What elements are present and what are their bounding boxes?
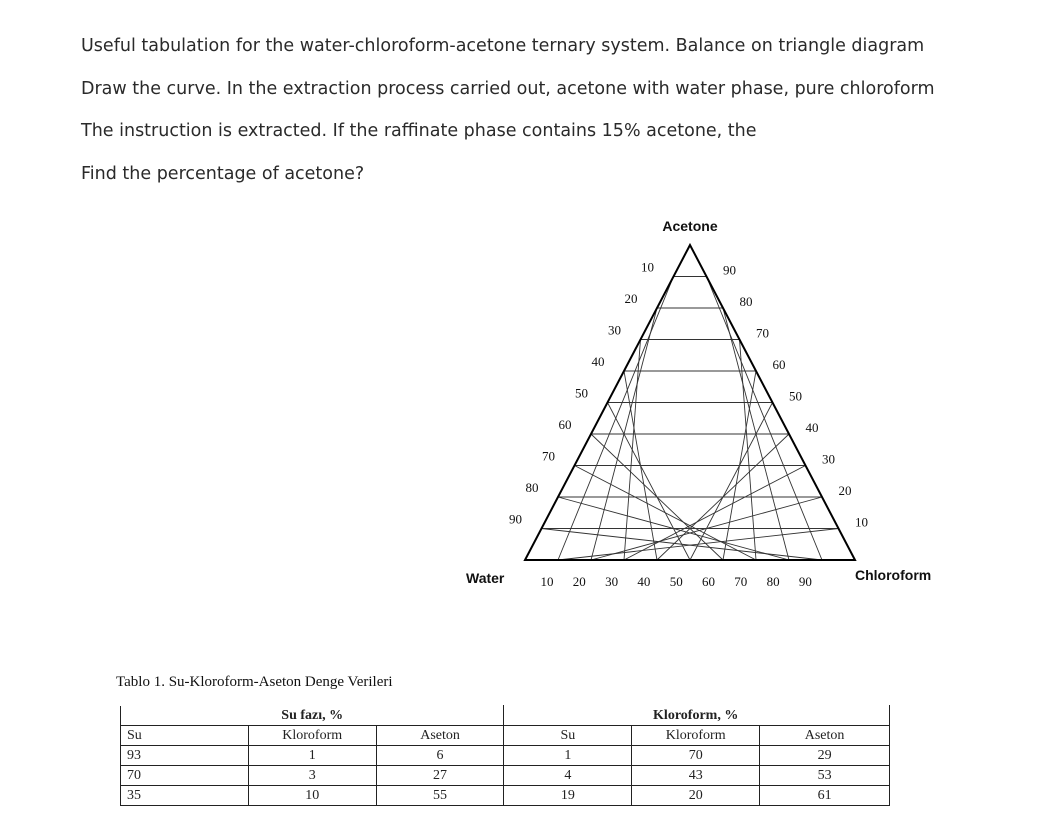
- left-tick-label: 80: [525, 480, 539, 495]
- table-cell: 93: [121, 746, 249, 766]
- group-water-phase: Su fazı, %: [248, 706, 376, 726]
- header-chl-su: Su: [504, 726, 632, 746]
- bottom-tick-label: 90: [798, 574, 812, 589]
- right-tick-label: 10: [855, 514, 868, 530]
- vertex-label-chloroform: Chloroform: [855, 567, 932, 583]
- vertex-label-water: Water: [466, 570, 505, 586]
- question-line-2: Draw the curve. In the extraction process carried out, acetone with water phase, pure chloroform: [81, 79, 935, 99]
- table-cell: 1: [504, 746, 632, 766]
- left-tick-label: 40: [591, 354, 605, 369]
- right-tick-label: 20: [838, 483, 852, 498]
- vertex-label-acetone: Acetone: [662, 218, 718, 234]
- table-cell: 70: [632, 746, 760, 766]
- table-cell: 4: [504, 766, 632, 786]
- right-tick-label: 30: [822, 451, 835, 467]
- bottom-tick-label: 60: [702, 574, 715, 589]
- table-cell: 35: [121, 786, 249, 806]
- left-tick-label: 70: [542, 448, 555, 464]
- table-caption: Tablo 1. Su-Kloroform-Aseton Denge Verileri: [116, 674, 393, 690]
- header-water-aseton: Aseton: [376, 726, 504, 746]
- left-tick-label: 20: [624, 291, 638, 306]
- right-tick-label: 50: [789, 388, 802, 404]
- left-tick-label: 50: [575, 385, 588, 401]
- table-cell: 10: [248, 786, 376, 806]
- ternary-grid: [542, 277, 839, 561]
- right-tick-label: 90: [723, 262, 736, 278]
- header-chl-aseton: Aseton: [760, 726, 890, 746]
- table-cell: 43: [632, 766, 760, 786]
- question-line-3: The instruction is extracted. If the raffinate phase contains 15% acetone, the: [81, 121, 757, 141]
- grid-line-right-diagonal: [542, 529, 823, 561]
- equilibrium-table: [120, 705, 890, 806]
- grid-line-left-diagonal: [707, 277, 823, 561]
- bottom-tick-label: 30: [605, 574, 619, 589]
- table-cell: 6: [376, 746, 504, 766]
- header-water-kloroform: Kloroform: [248, 726, 376, 746]
- table-cell: 19: [504, 786, 632, 806]
- table-cell: 70: [121, 766, 249, 786]
- bottom-tick-label: 50: [669, 574, 683, 589]
- table-row: [121, 786, 890, 806]
- grid-line-right-diagonal: [575, 466, 757, 561]
- question-line-4: Find the percentage of acetone?: [81, 164, 365, 184]
- right-tick-label: 40: [805, 420, 819, 435]
- question-line-1: Useful tabulation for the water-chloroform-acetone ternary system. Balance on triangle diagram: [81, 36, 925, 56]
- table-row: [121, 746, 890, 766]
- table-row: [121, 766, 890, 786]
- left-tick-label: 60: [558, 417, 572, 432]
- table-cell: 29: [760, 746, 890, 766]
- header-water-su: Su: [121, 726, 249, 746]
- table-cell: 1: [248, 746, 376, 766]
- table-cell: 53: [760, 766, 890, 786]
- grid-line-right-diagonal: [608, 403, 691, 561]
- table-cell: 3: [248, 766, 376, 786]
- bottom-tick-label: 70: [734, 574, 748, 589]
- left-tick-label: 30: [608, 322, 621, 338]
- table-header-row: [121, 726, 890, 746]
- table-cell: 55: [376, 786, 504, 806]
- right-tick-label: 80: [739, 294, 753, 309]
- table-cell: 27: [376, 766, 504, 786]
- bottom-tick-label: 20: [572, 574, 586, 589]
- table-cell: 61: [760, 786, 890, 806]
- bottom-tick-label: 10: [540, 574, 554, 589]
- table-cell: 20: [632, 786, 760, 806]
- right-tick-label: 60: [772, 357, 786, 372]
- header-chl-kloroform: Kloroform: [632, 726, 760, 746]
- bottom-tick-label: 80: [766, 574, 780, 589]
- bottom-tick-label: 40: [637, 574, 651, 589]
- left-tick-label: 90: [509, 511, 522, 527]
- group-chloroform-phase: Kloroform, %: [632, 706, 760, 726]
- left-tick-label: 10: [641, 259, 654, 275]
- right-tick-label: 70: [756, 325, 769, 341]
- table-group-header: [121, 706, 890, 726]
